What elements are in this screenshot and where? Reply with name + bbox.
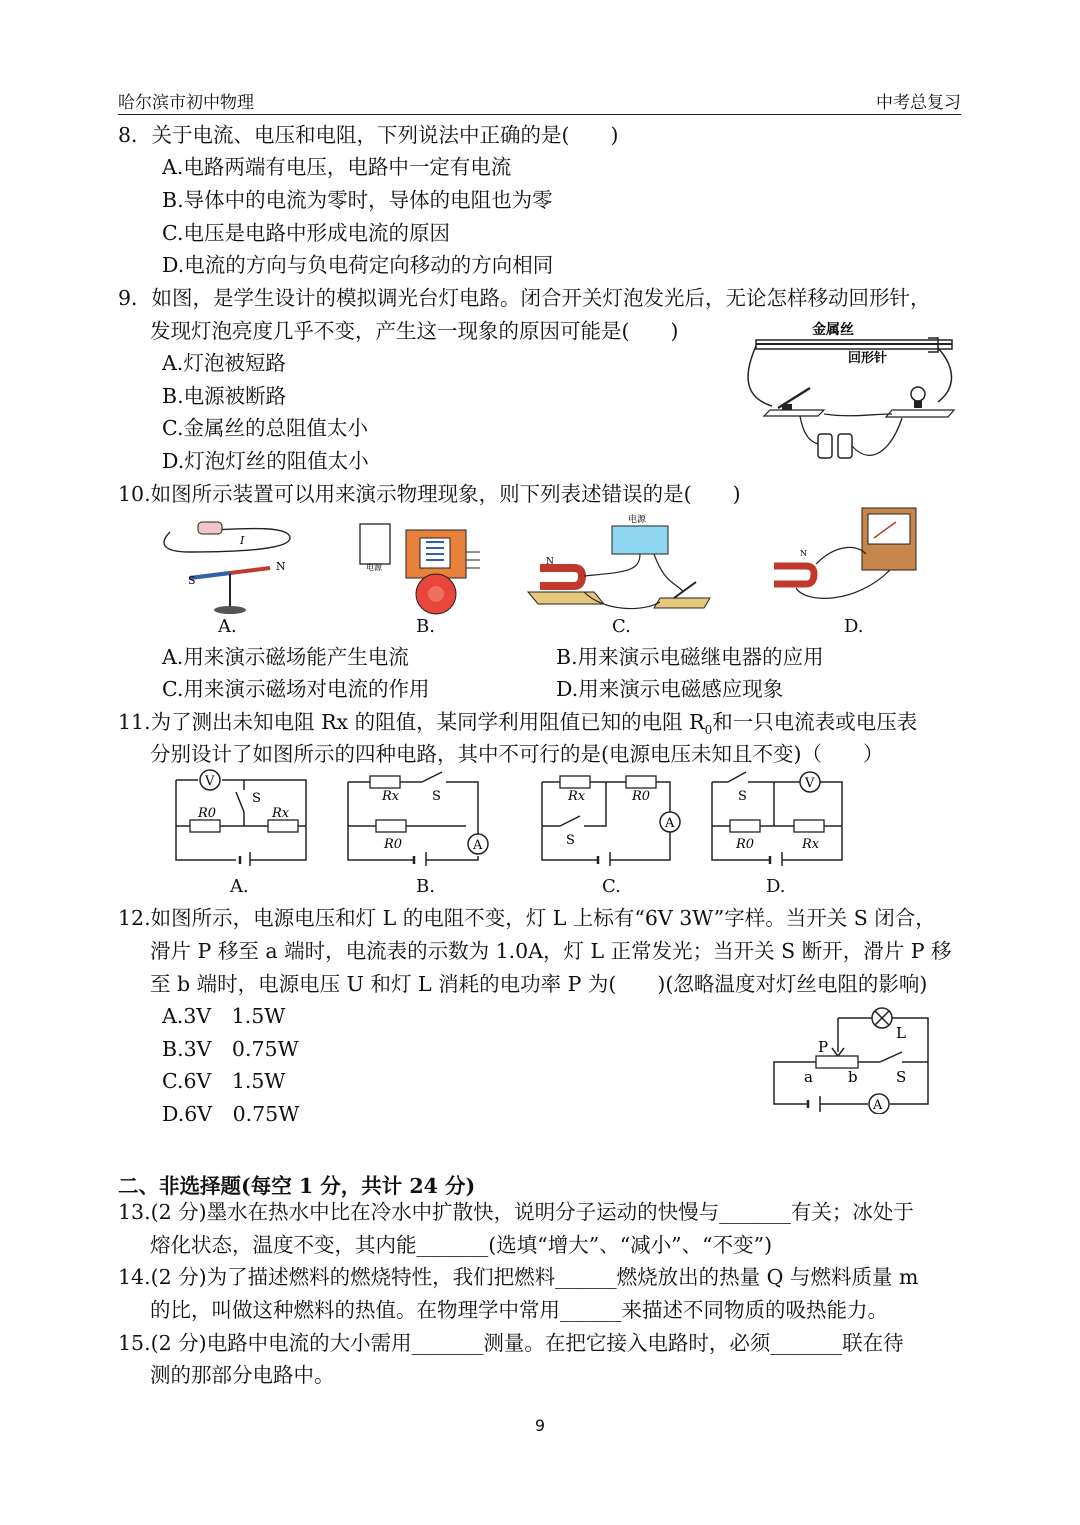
q11c-R0-label: R0 (632, 789, 651, 804)
q12-slider-label: P (818, 1038, 829, 1056)
q10-stem: 10.如图所示装置可以用来演示物理现象，则下列表述错误的是( ) (118, 482, 741, 506)
q10d-label-N: N (800, 549, 807, 558)
q11a-Rx-label: Rx (272, 806, 290, 821)
q12-stem-line2: 滑片 P 移至 a 端时，电流表的示数为 1.0A，灯 L 正常发光；当开关 S 断开，滑片 P 移 (150, 939, 952, 963)
q11b-Rx-label: Rx (382, 789, 400, 804)
q10-figure-a-oersted (150, 512, 300, 617)
q15-line2: 测的那部分电路中。 (150, 1363, 335, 1387)
q10-figure-c-motor-effect (524, 512, 724, 617)
q9-option-b: B.电源被断路 (162, 384, 287, 408)
q9-stem-line1: 9．如图，是学生设计的模拟调光台灯电路。闭合开关灯泡发光后，无论怎样移动回形针， (118, 286, 931, 310)
q8-option-c: C.电压是电路中形成电流的原因 (162, 221, 450, 245)
q10-option-c: C.用来演示磁场对电流的作用 (162, 677, 430, 701)
q10-option-b: B.用来演示电磁继电器的应用 (556, 645, 824, 669)
q14-line2: 的比，叫做这种燃料的热值。在物理学中常用______来描述不同物质的吸热能力。 (150, 1298, 888, 1322)
q14-line1: 14.(2 分)为了描述燃料的燃烧特性，我们把燃料______燃烧放出的热量 Q 与燃料质量 m (118, 1265, 919, 1289)
q10a-label-N: N (276, 560, 286, 573)
q12-circuit-figure (768, 1004, 934, 1114)
q10-option-d: D.用来演示电磁感应现象 (556, 677, 784, 701)
q12-stem-line3: 至 b 端时，电源电压 U 和灯 L 消耗的电功率 P 为( )(忽略温度对灯丝电阻的影响) (150, 972, 928, 996)
q11-stem-line1 (118, 712, 917, 736)
q9-label-clip: 回形针 (848, 351, 888, 366)
q11-stem-part2: 和一只电流表或电压表 (712, 710, 918, 734)
q10b-label-power: 电源 (366, 563, 382, 572)
q12-stem-line1: 12.如图所示，电源电压和灯 L 的电阻不变，灯 L 上标有“6V 3W”字样。当开关 S 闭合， (118, 906, 936, 930)
q10-caption-c: C. (612, 616, 631, 637)
q11-circuit-d (704, 768, 850, 866)
q11-circuit-a (168, 768, 314, 866)
q12-switch-label: S (896, 1068, 907, 1086)
header-rule (118, 114, 961, 115)
q10c-label-source: 电源 (628, 515, 647, 525)
header-left: 哈尔滨市初中物理 (118, 93, 254, 113)
q11-stem-part1: 11.为了测出未知电阻 Rx 的阻值，某同学利用阻值已知的电阻 R (118, 710, 705, 734)
q12-option-b: B.3V 0.75W (162, 1037, 299, 1061)
q11-caption-a: A. (230, 876, 249, 897)
q12-option-a: A.3V 1.5W (162, 1004, 286, 1028)
q12-end-a-label: a (804, 1068, 813, 1086)
q13-line1: 13.(2 分)墨水在热水中比在冷水中扩散快，说明分子运动的快慢与_______有关；冰处于 (118, 1200, 914, 1224)
q8-option-b: B.导体中的电流为零时，导体的电阻也为零 (162, 188, 553, 212)
q12-ammeter-label: A (873, 1098, 883, 1113)
q11d-voltmeter-label: V (805, 776, 815, 791)
q11a-R0-label: R0 (198, 806, 217, 821)
q11a-switch-label: S (252, 791, 261, 806)
q9-stem-line2: 发现灯泡亮度几乎不变，产生这一现象的原因可能是( ) (150, 319, 679, 343)
q9-option-c: C.金属丝的总阻值太小 (162, 416, 368, 440)
q10c-label-N: N (546, 557, 554, 567)
q12-option-c: C.6V 1.5W (162, 1069, 286, 1093)
q11c-switch-label: S (566, 833, 575, 848)
q8-stem: 8．关于电流、电压和电阻，下列说法中正确的是( ) (118, 123, 619, 147)
q10a-label-I: I (240, 534, 245, 547)
q10a-label-S: S (188, 574, 196, 587)
q10-figure-d-induction (766, 504, 936, 616)
q11-circuit-c (534, 768, 684, 866)
q13-line2: 熔化状态，温度不变，其内能_______(选填“增大”、“减小”、“不变”) (150, 1233, 773, 1257)
q10-option-a: A.用来演示磁场能产生电流 (162, 645, 409, 669)
q11a-voltmeter-label: V (205, 774, 215, 789)
q8-option-a: A.电路两端有电压，电路中一定有电流 (162, 155, 512, 179)
q11c-Rx-label: Rx (568, 789, 586, 804)
q10-caption-a: A. (218, 616, 237, 637)
q11-caption-d: D. (766, 876, 786, 897)
q12-option-d: D.6V 0.75W (162, 1102, 300, 1126)
q11-circuit-b (340, 768, 490, 866)
q11-caption-b: B. (416, 876, 435, 897)
q11b-switch-label: S (432, 789, 441, 804)
q11b-R0-label: R0 (384, 837, 403, 852)
q11-subscript-0: 0 (704, 723, 713, 738)
q10-caption-d: D. (844, 616, 864, 637)
q9-option-d: D.灯泡灯丝的阻值太小 (162, 449, 369, 473)
q11c-ammeter-label: A (665, 816, 675, 831)
q11-stem-line2: 分别设计了如图所示的四种电路，其中不可行的是(电源电压未知且不变)（ ） (150, 742, 884, 766)
page-number: 9 (534, 1416, 546, 1435)
q11-caption-c: C. (602, 876, 621, 897)
q11b-ammeter-label: A (473, 838, 483, 853)
section2-title: 二、非选择题(每空 1 分，共计 24 分) (118, 1174, 476, 1198)
q12-lamp-label: L (896, 1024, 906, 1042)
q9-label-wire: 金属丝 (812, 322, 854, 338)
q15-line1: 15.(2 分)电路中电流的大小需用_______测量。在把它接入电路时，必须_______联在待 (118, 1331, 904, 1355)
q9-option-a: A.灯泡被短路 (162, 351, 286, 375)
q11d-switch-label: S (738, 789, 747, 804)
q10-figure-b-relay (356, 512, 496, 617)
header-right: 中考总复习 (876, 93, 961, 113)
q9-dimmer-circuit-figure (742, 318, 964, 468)
q11d-R0-label: R0 (736, 837, 755, 852)
q8-option-d: D.电流的方向与负电荷定向移动的方向相同 (162, 253, 554, 277)
q10-caption-b: B. (416, 616, 435, 637)
q11d-Rx-label: Rx (802, 837, 820, 852)
q12-end-b-label: b (848, 1068, 858, 1086)
